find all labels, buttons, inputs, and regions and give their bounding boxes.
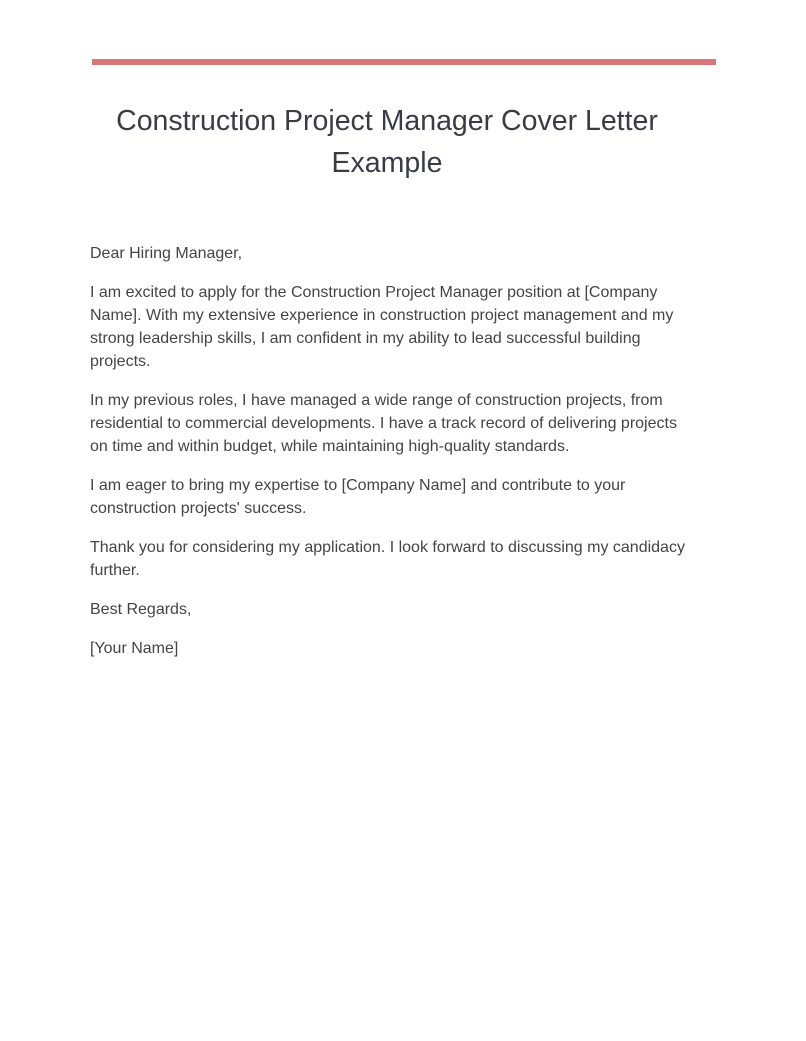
accent-bar <box>92 59 716 65</box>
paragraph-experience: In my previous roles, I have managed a wide range of construction projects, from residential to commercial developments. I have a track record of delivering projects on time and within budget, while maintaining high-quality standards. <box>90 392 677 455</box>
salutation: Dear Hiring Manager, <box>90 245 243 262</box>
paragraph-thanks: Thank you for considering my application. I look forward to discussing my candidacy further. <box>90 539 685 579</box>
document-title: Construction Project Manager Cover Letter Example <box>116 105 658 179</box>
signature: [Your Name] <box>90 640 179 657</box>
letter-body <box>90 242 690 676</box>
paragraph-intro: I am excited to apply for the Construction Project Manager position at [Company Name]. With my extensive experience in construction project management and my strong leadership skills, I am confident in my ability to lead successful building projects. <box>90 284 674 370</box>
closing: Best Regards, <box>90 601 192 618</box>
paragraph-eagerness: I am eager to bring my expertise to [Company Name] and contribute to your construction projects' success. <box>90 477 626 517</box>
